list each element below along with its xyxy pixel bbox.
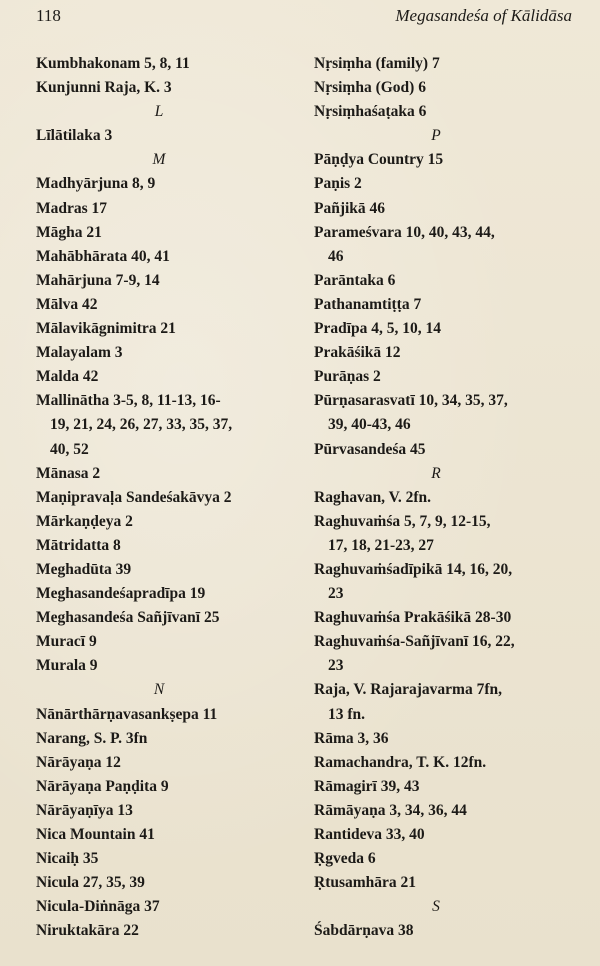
index-entry: Pradīpa 4, 5, 10, 14: [314, 320, 442, 338]
index-entry: Meghasandeśa Sañjīvanī 25: [36, 609, 220, 627]
index-entry-continuation: 23: [328, 657, 344, 675]
index-entry: Nārāyaṇīya 13: [36, 801, 133, 819]
index-entry: Madras 17: [36, 199, 108, 217]
running-title: Megasandeśa of Kālidāsa: [395, 6, 572, 25]
index-entry: Narang, S. P. 3fn: [36, 729, 148, 747]
index-entry: Ramachandra, T. K. 12fn.: [314, 753, 487, 771]
index-entry: Paṇis 2: [314, 175, 362, 193]
index-entry: Nārāyaṇa Paṇḍita 9: [36, 777, 169, 795]
index-entry: Meghadūta 39: [36, 560, 132, 578]
section-letter: N: [153, 681, 165, 699]
index-entry: Mālavikāgnimitra 21: [36, 320, 176, 338]
index-entry: Purāṇas 2: [314, 368, 381, 386]
index-entry: Maṇipravaḷa Sandeśakāvya 2: [36, 488, 232, 506]
index-entry: Raghavan, V. 2fn.: [314, 488, 432, 506]
index-entry: Pathanamtiṭṭa 7: [314, 295, 422, 313]
index-entry-continuation: 40, 52: [50, 440, 89, 458]
index-entry: Raghuvaṁśa Prakāśikā 28-30: [314, 609, 512, 627]
index-entry: Mārkaṇḍeya 2: [36, 512, 133, 530]
index-entry-continuation: 13 fn.: [328, 705, 366, 723]
index-entry: Līlātilaka 3: [36, 127, 113, 145]
index-entry: Raja, V. Rajarajavarma 7fn,: [314, 681, 502, 699]
index-entry: Nicula-Diṅnāga 37: [36, 898, 160, 916]
index-entry: Kunjunni Raja, K. 3: [36, 79, 172, 97]
section-letter: R: [431, 464, 441, 482]
index-entry: Malayalam 3: [36, 344, 123, 362]
index-entry: Nānārthārṇavasankṣepa 11: [36, 705, 218, 723]
section-letter: S: [432, 898, 440, 916]
page-number: 118: [36, 6, 61, 25]
index-column-left: [36, 52, 292, 943]
index-entry: Prakāśikā 12: [314, 344, 401, 362]
index-entry: Kumbhakonam 5, 8, 11: [36, 55, 190, 72]
section-letter: L: [154, 103, 164, 121]
index-entry: Śabdārṇava 38: [314, 922, 414, 940]
section-letter: P: [431, 127, 441, 145]
index-entry: Muracī 9: [36, 633, 97, 651]
page-header: [36, 6, 572, 32]
index-entry: Mahārjuna 7-9, 14: [36, 271, 160, 289]
index-entry: Niruktakāra 22: [36, 922, 139, 940]
index-entry: Raghuvaṁśa 5, 7, 9, 12-15,: [314, 512, 491, 530]
index-entry: Nṛsiṃha (family) 7: [314, 55, 440, 72]
index-entry-continuation: 17, 18, 21-23, 27: [328, 536, 434, 554]
index-entry: Parāntaka 6: [314, 271, 396, 289]
index-entry: Nārāyaṇa 12: [36, 753, 121, 771]
index-entry: Rāmāyaṇa 3, 34, 36, 44: [314, 801, 467, 819]
index-entry: Parameśvara 10, 40, 43, 44,: [314, 223, 495, 241]
index-entry-continuation: 39, 40-43, 46: [328, 416, 411, 434]
index-entry: Mālva 42: [36, 295, 98, 313]
index-entry: Pañjikā 46: [314, 199, 386, 217]
index-entry: Nṛsiṃhaśaṭaka 6: [314, 103, 427, 121]
index-entry: Murala 9: [36, 657, 98, 675]
index-entry: Malda 42: [36, 368, 99, 386]
index-entry-continuation: 19, 21, 24, 26, 27, 33, 35, 37,: [50, 416, 233, 434]
index-entry: Mātridatta 8: [36, 536, 121, 554]
index-entry: Rāma 3, 36: [314, 729, 389, 747]
index-entry: Rantideva 33, 40: [314, 826, 425, 843]
index-entry: Ṛgveda 6: [314, 850, 376, 868]
index-entry: Nica Mountain 41: [36, 826, 155, 843]
index-entry: Madhyārjuna 8, 9: [36, 175, 156, 193]
index-entry-continuation: 23: [328, 585, 344, 603]
index-entry: Meghasandeśapradīpa 19: [36, 585, 206, 603]
index-entry: Māgha 21: [36, 223, 102, 241]
index-entry: Nicaiḥ 35: [36, 850, 99, 868]
index-entry: Pāṇḍya Country 15: [314, 151, 444, 169]
index-entry: Mahābhārata 40, 41: [36, 247, 170, 265]
index-entry: Raghuvaṁśadīpikā 14, 16, 20,: [314, 560, 513, 578]
index-entry: Pūrṇasarasvatī 10, 34, 35, 37,: [314, 392, 508, 410]
index-entry: Mallinātha 3-5, 8, 11-13, 16-: [36, 392, 221, 410]
index-entry: Mānasa 2: [36, 464, 101, 482]
index-entry: Rāmagirī 39, 43: [314, 777, 420, 795]
index-entry: Pūrvasandeśa 45: [314, 440, 426, 458]
index-entry: Ṛtusamhāra 21: [314, 874, 417, 892]
section-letter: M: [152, 151, 166, 169]
index-column-right: [314, 52, 576, 943]
index-entry: Raghuvaṁśa-Sañjīvanī 16, 22,: [314, 633, 515, 651]
index-entry: Nicula 27, 35, 39: [36, 874, 145, 892]
index-entry: Nṛsiṃha (God) 6: [314, 79, 426, 97]
index-entry-continuation: 46: [328, 247, 344, 265]
